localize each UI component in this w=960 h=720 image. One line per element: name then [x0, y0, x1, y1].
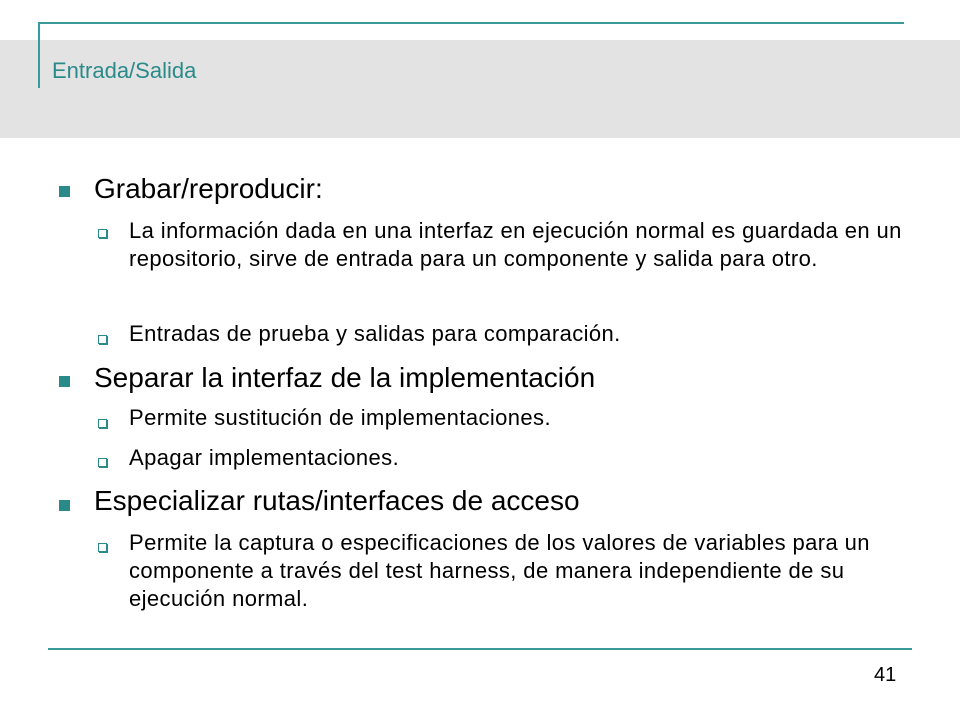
sub-bullet-text: Permite sustitución de implementaciones.: [129, 405, 551, 430]
bullet-heading: Especializar rutas/interfaces de acceso: [94, 485, 580, 516]
sub-bullet-text: La información dada en una interfaz en ejecución normal es guardada en un repositorio, sirve de entrada para un componente y salida para otro.: [129, 218, 902, 271]
sub-bullet-text: Permite la captura o especificaciones de los valores de variables para un componente a través del test harness, de manera independiente de su ejecución normal.: [129, 530, 870, 611]
bullet-marker-icon: [59, 376, 70, 387]
slide-title: Entrada/Salida: [52, 58, 197, 83]
bullet-marker-icon: [59, 500, 70, 511]
sub-bullet-marker-icon: [98, 543, 107, 552]
bottom-rule: [48, 648, 912, 650]
bullet-heading: Separar la interfaz de la implementación: [94, 362, 596, 393]
sub-bullet-marker-icon: [98, 335, 107, 344]
sub-bullet-marker-icon: [98, 229, 107, 238]
page-number: 41: [874, 664, 897, 686]
bullet-marker-icon: [59, 186, 70, 197]
sub-bullet-text: Entradas de prueba y salidas para comparación.: [129, 321, 621, 346]
top-rule: [40, 22, 904, 24]
side-rule: [38, 22, 40, 88]
sub-bullet-marker-icon: [98, 419, 107, 428]
bullet-heading: Grabar/reproducir:: [94, 173, 323, 204]
header-band: [0, 40, 960, 138]
sub-bullet-text: Apagar implementaciones.: [129, 445, 400, 470]
sub-bullet-marker-icon: [98, 458, 107, 467]
